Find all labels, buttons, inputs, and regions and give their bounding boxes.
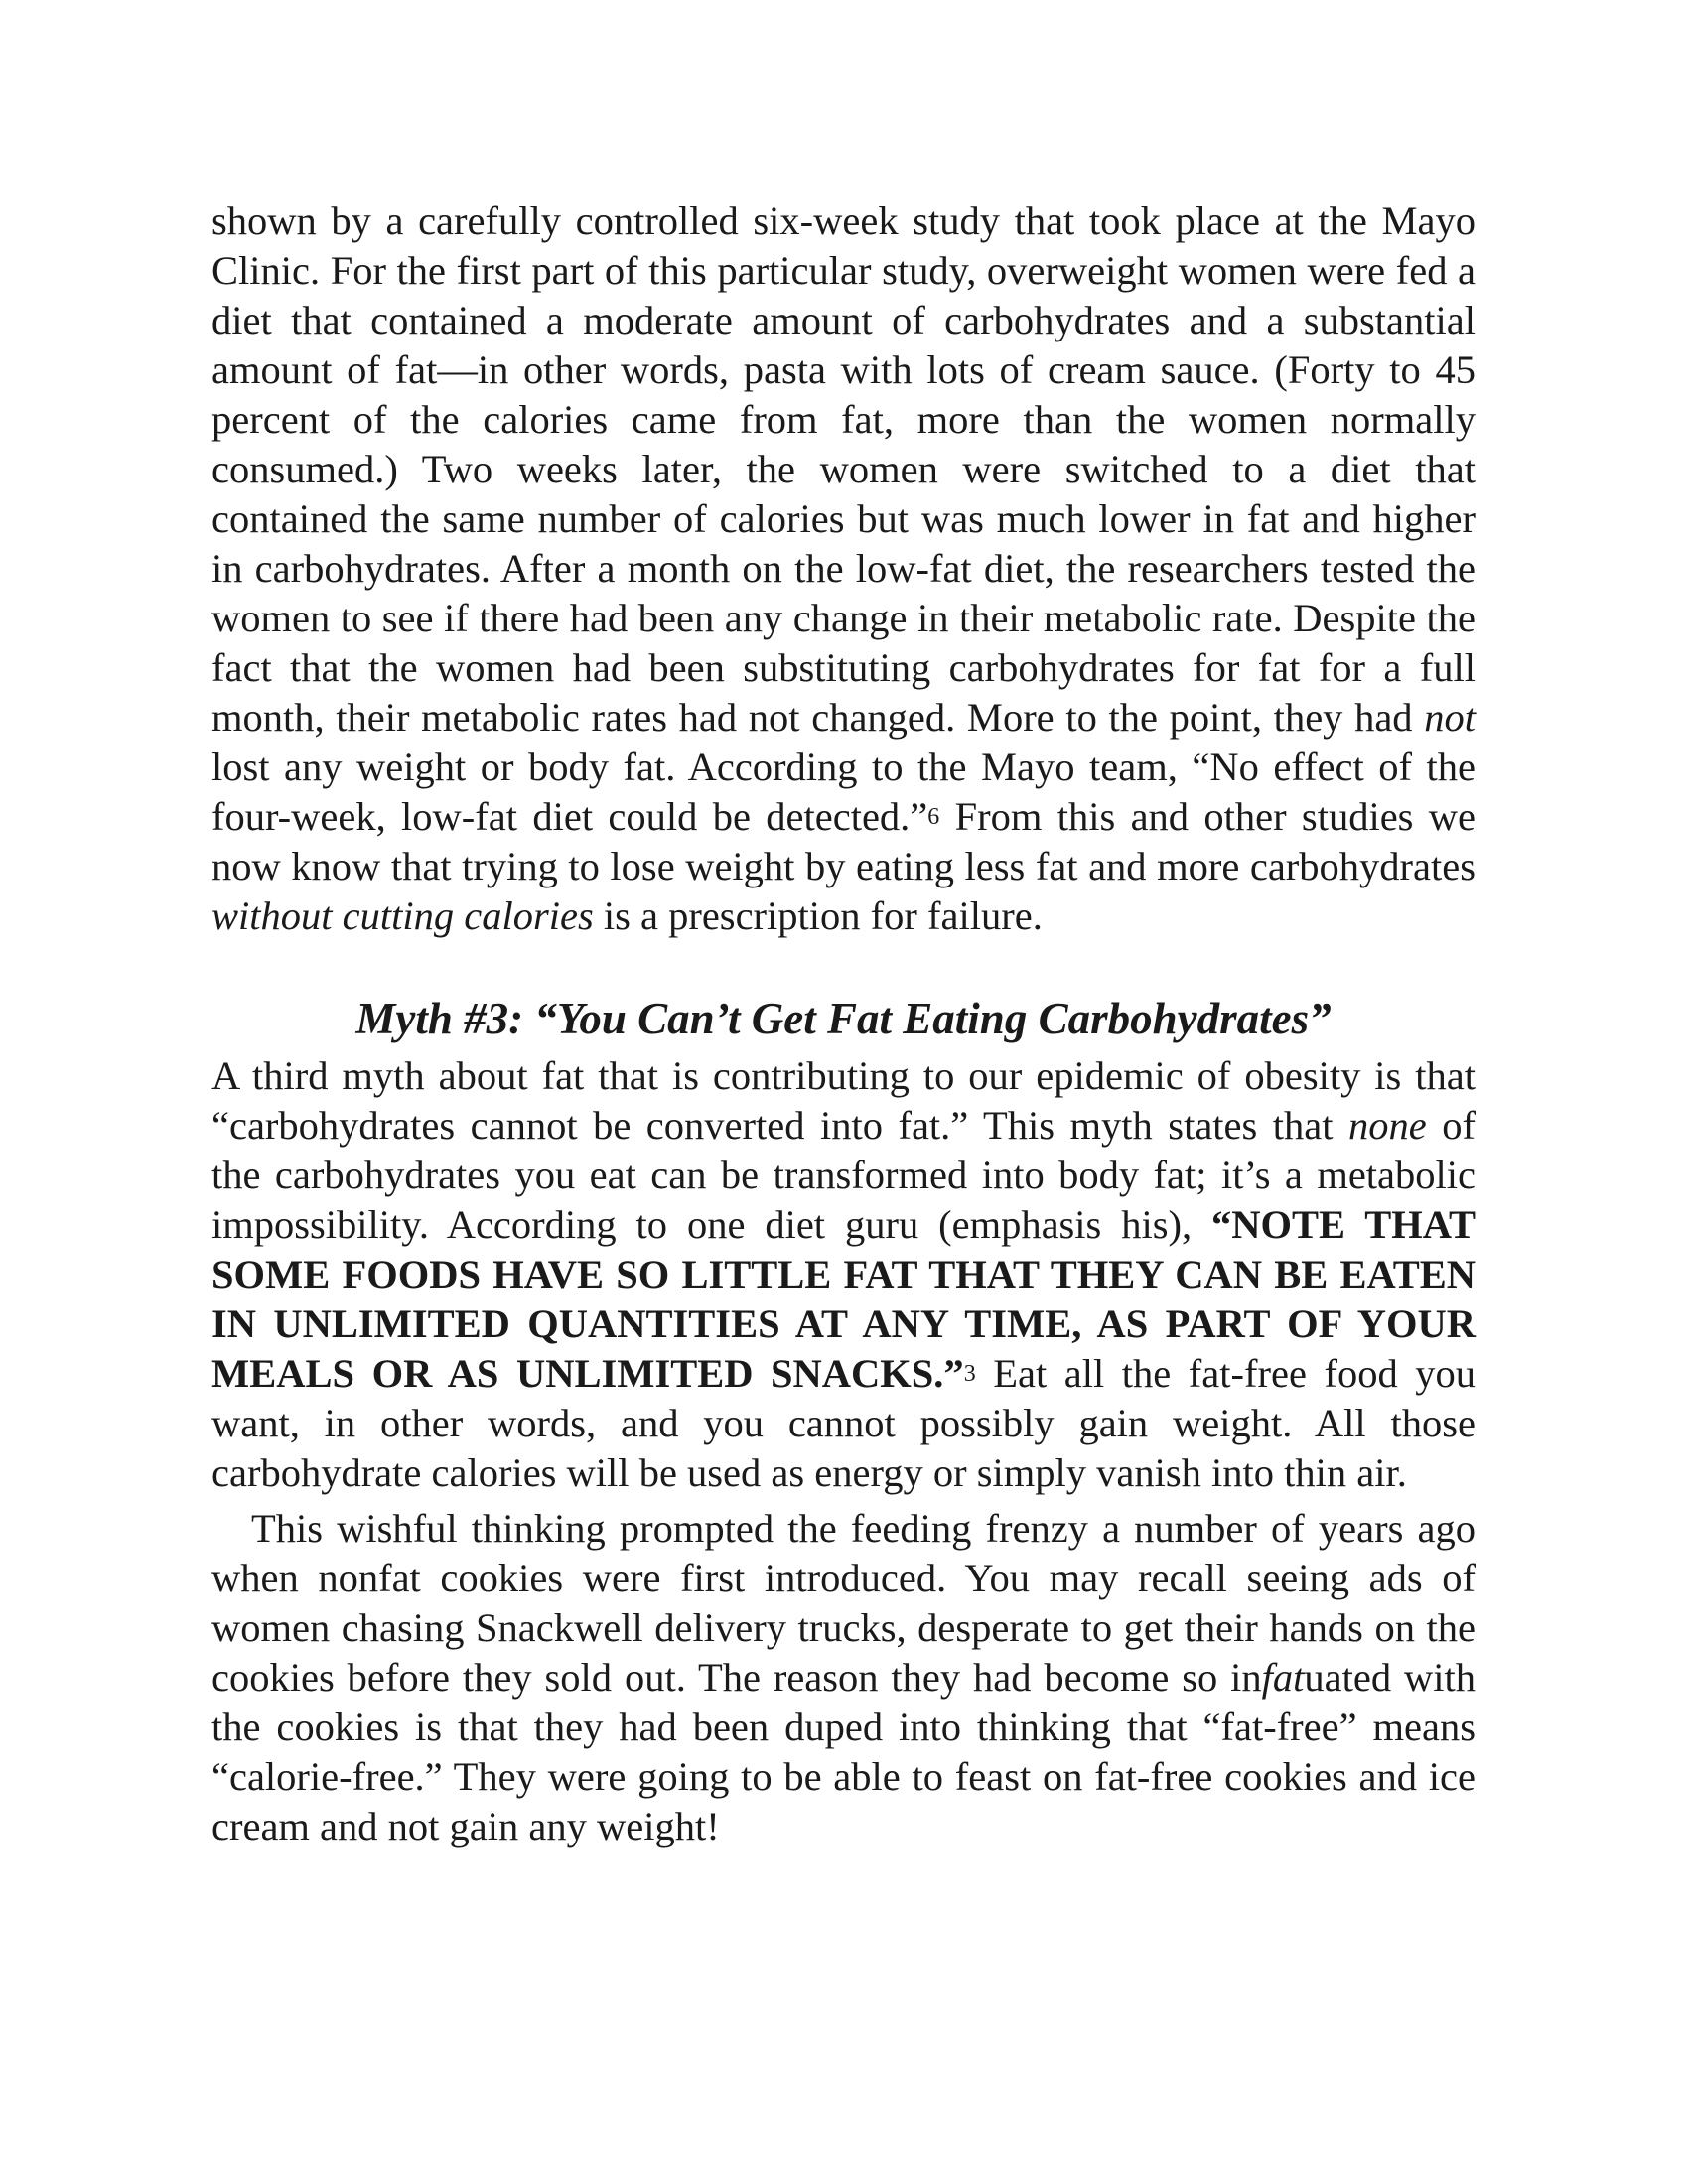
paragraph-mayo-study <box>211 197 1476 941</box>
text-run: of the carbohydrates you eat can be transformed into body fat; it’s a metabolic impossibility. According to one diet guru (emphasis his), <box>211 1103 1476 1247</box>
emphasis-fat: fat <box>1261 1655 1305 1700</box>
text-run: A third myth about fat that is contributing to our epidemic of obesity is that “carbohydrates cannot be converted into fat.” This myth states that <box>211 1053 1476 1148</box>
emphasis-without-cutting-calories: without cutting calories <box>211 893 594 938</box>
text-run: lost any weight or body fat. According to the Mayo team, “No effect of the four-week, low-fat diet could be detected.” <box>211 745 1476 839</box>
text-run: This wishful thinking prompted the feeding frenzy a number of years ago when nonfat cookies were first introduced. You may recall seeing ads of women chasing Snackwell delivery trucks, desperate to get their hands on the cookies before they sold out. The reason they had become so in <box>211 1506 1476 1700</box>
text-run: is a prescription for failure. <box>593 893 1043 938</box>
text-run: From this and other studies we now know that trying to lose weight by eating less fat and more carbohydrates <box>211 794 1476 888</box>
page-body <box>211 197 1476 1851</box>
paragraph-snackwell <box>211 1504 1476 1851</box>
text-run: Eat all the fat-free food you want, in other words, and you cannot possibly gain weight. All those carbohydrate calories will be used as energy or simply vanish into thin air. <box>211 1351 1476 1495</box>
text-run: uated with the cookies is that they had been duped into thinking that “fat-free” means “calorie-free.” They were going to be able to feast on fat-free cookies and ice cream and not gain any weight! <box>211 1655 1476 1848</box>
footnote-ref-6: 6 <box>927 804 940 830</box>
text-run: shown by a carefully controlled six-week study that took place at the Mayo Clinic. For the first part of this particular study, overweight women were fed a diet that contained a moderate amount of carbohydrates and a substantial amount of fat—in other words, pasta with lots of cream sauce. (Forty to 45 percent of the calories came from fat, more than the women normally consumed.) Two weeks later, the women were switched to a diet that contained the same number of calories but was much lower in fat and higher in carbohydrates. After a month on the low-fat diet, the researchers tested the women to see if there had been any change in their metabolic rate. Despite the fact that the women had been substituting carbohydrates for fat for a full month, their metabolic rates had not changed. More to the point, they had <box>211 199 1476 740</box>
emphasis-none: none <box>1348 1103 1427 1148</box>
section-heading: Myth #3: “You Can’t Get Fat Eating Carbohydrates” <box>355 994 1332 1043</box>
paragraph-third-myth <box>211 1051 1476 1498</box>
bold-quote: “NOTE THAT SOME FOODS HAVE SO LITTLE FAT THAT THEY CAN BE EATEN IN UNLIMITED QUANTITIES AT ANY TIME, AS PART OF YOUR MEALS OR AS UNLIMITED SNACKS.” <box>211 1202 1476 1396</box>
footnote-ref-3: 3 <box>963 1361 976 1387</box>
emphasis-not: not <box>1424 695 1476 740</box>
